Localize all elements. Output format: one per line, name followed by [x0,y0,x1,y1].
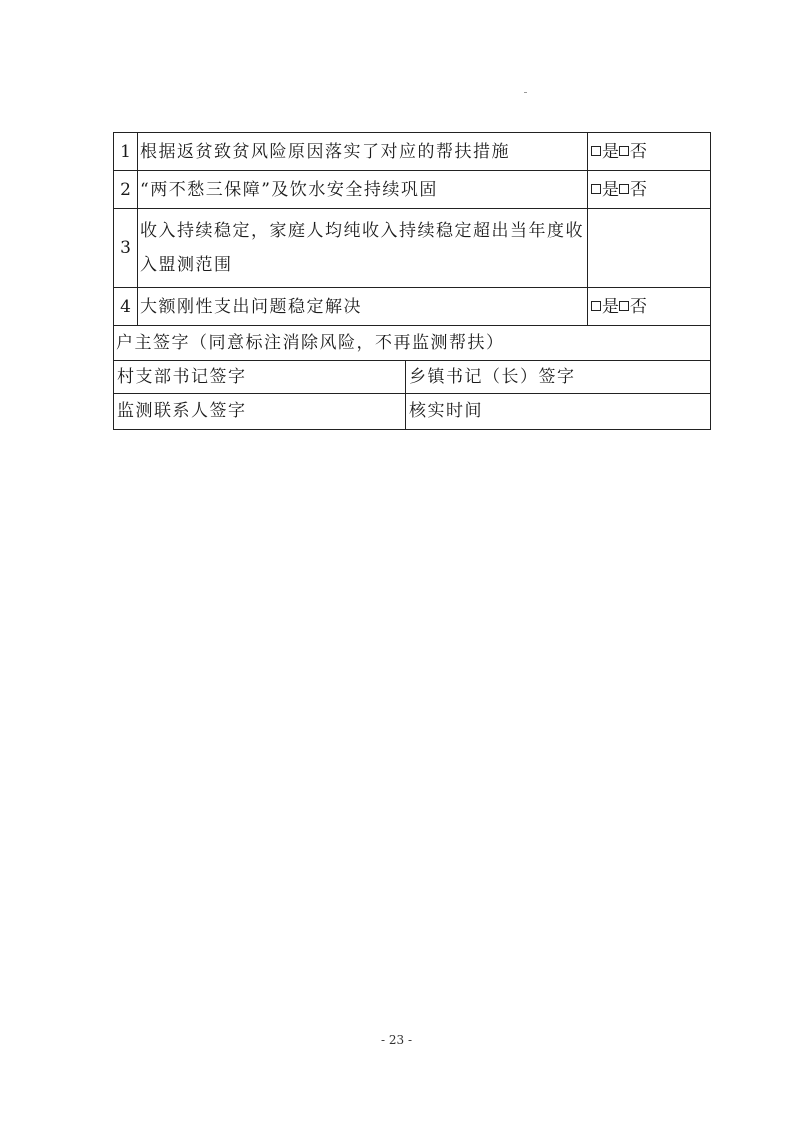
verification-table [113,132,711,430]
yes-label: 是 [602,296,619,317]
yes-no-choice-empty[interactable] [588,209,711,288]
table-row [114,209,711,288]
item-number: 3 [114,209,138,288]
village-secretary-signature-field[interactable]: 村支部书记签字 [114,361,406,393]
monitor-contact-signature-field[interactable]: 监测联系人签字 [114,394,406,429]
item-number: 2 [114,171,138,209]
item-text: 大额刚性支出问题稳定解决 [138,288,588,326]
yes-no-choice [588,171,711,209]
checkbox-yes[interactable] [591,184,601,194]
checkbox-yes[interactable] [591,146,601,156]
item-text: “两不愁三保障”及饮水安全持续巩固 [138,171,588,209]
item-number: 4 [114,288,138,326]
signature-row-cell [114,361,711,394]
table-row [114,171,711,209]
scan-mark [524,92,527,93]
table-row [114,361,711,394]
yes-no-choice [588,133,711,171]
table-row [114,394,711,430]
no-label: 否 [630,179,647,200]
signature-row-cell [114,394,711,430]
checkbox-no[interactable] [619,301,629,311]
township-secretary-signature-field[interactable]: 乡镇书记（长）签字 [409,367,576,387]
no-label: 否 [630,296,647,317]
item-text: 根据返贫致贫风险原因落实了对应的帮扶措施 [138,133,588,171]
table-row [114,288,711,326]
checkbox-yes[interactable] [591,301,601,311]
table-row [114,326,711,361]
table-row [114,133,711,171]
checkbox-no[interactable] [619,184,629,194]
yes-no-choice [588,288,711,326]
yes-label: 是 [602,141,619,162]
checkbox-no[interactable] [619,146,629,156]
yes-label: 是 [602,179,619,200]
item-number: 1 [114,133,138,171]
verification-time-field[interactable]: 核实时间 [409,401,483,421]
no-label: 否 [630,141,647,162]
household-signature-field[interactable]: 户主签字（同意标注消除风险，不再监测帮扶） [114,326,711,361]
page-number: - 23 - [380,1033,412,1047]
item-text: 收入持续稳定，家庭人均纯收入持续稳定超出当年度收入盟测范围 [138,209,588,288]
